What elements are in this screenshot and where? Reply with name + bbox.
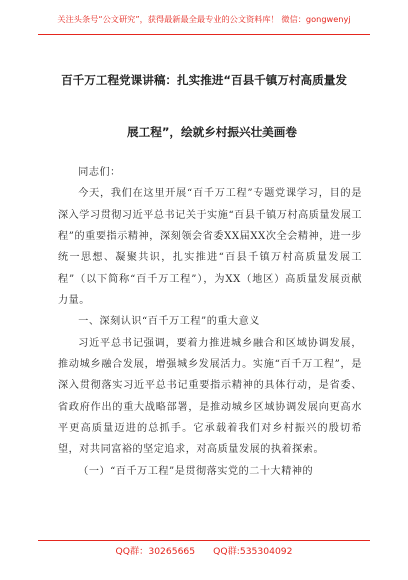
paragraph-significance: 习近平总书记强调，要着力推进城乡融合和区域协调发展，推动城乡融合发展，增强城乡发展活力。实施“百千万工程”，是深入贯彻落实习近平总书记重要指示精神的具体行动，是省委、省政府作出的重大战略部署，是推动城乡区域协调发展向更高水平更高质量迈进的总抓手。它承载着我们对乡村振兴的殷切希望，对共同富裕的坚定追求，对高质量发展的执着探索。 — [58, 337, 362, 456]
footer-contacts — [0, 543, 408, 557]
salutation: 同志们： — [78, 167, 121, 178]
document-title-line-1: 百千万工程党课讲稿：扎实推进“百县千镇万村高质量发 — [61, 73, 347, 87]
paragraph-intro: 今天，我们在这里开展“百千万工程”专题党课学习，目的是深入学习贯彻习近平总书记关于实施“百县千镇万村高质量发展工程”的重要指示精神，深刻领会省委XX届XX次全会精神，进一步统一思想、凝聚共识，扎实推进“百县千镇万村高质量发展工程”（以下简称“百千万工程”），为XX（地区）高质量发展贡献力量。 — [58, 188, 362, 307]
footer-qq-group-1: QQ群：30265665 — [115, 546, 196, 557]
footer-divider — [38, 540, 370, 541]
header-divider — [38, 34, 370, 35]
section-heading-1: 一、深刻认识“百千万工程”的重大意义 — [78, 316, 260, 328]
document-body — [58, 162, 362, 482]
document-title-line-2: 展工程”，绘就乡村振兴壮美画卷 — [127, 125, 297, 139]
header-notice: 关注头条号“公文研究”，获得最新最全最专业的公文资料库！ 微信：gongwenyj — [57, 14, 351, 24]
subsection-heading-1: （一）“百千万工程”是贯彻落实党的二十大精神的 — [78, 465, 314, 477]
footer-qq-group-2: QQ群:535304092 — [213, 546, 293, 557]
